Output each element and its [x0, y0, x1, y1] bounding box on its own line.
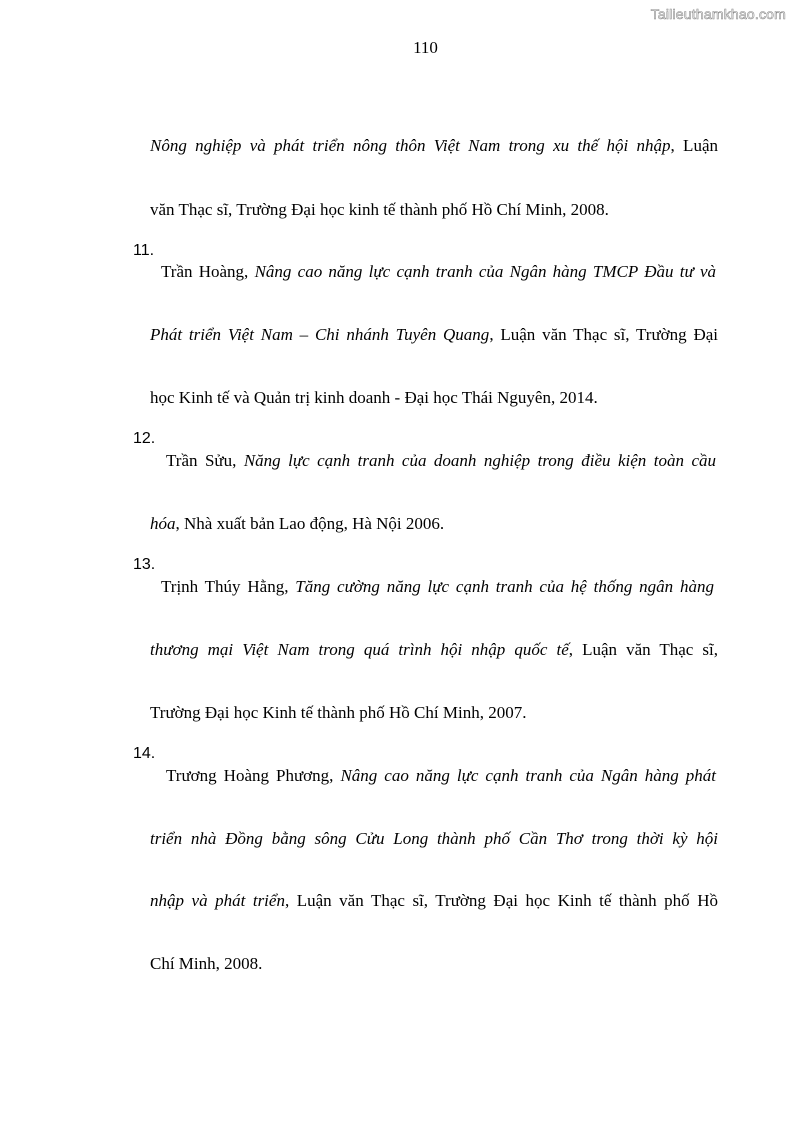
- reference-text: Trường Đại học Kinh tế thành phố Hồ Chí Minh, 2007.: [150, 703, 527, 722]
- reference-line: [166, 451, 716, 471]
- reference-text: , Luận: [670, 136, 718, 155]
- watermark: Tailieuthamkhao.com: [650, 6, 786, 22]
- reference-line: [150, 514, 718, 534]
- reference-line: [166, 766, 716, 786]
- reference-title: triển nhà Đồng bằng sông Cửu Long thành phố Cần Thơ trong thời kỳ hội: [150, 829, 718, 848]
- reference-title: Năng lực cạnh tranh của doanh nghiệp trong điều kiện toàn cầu: [243, 451, 716, 470]
- page-number: 110: [413, 38, 438, 57]
- reference-text: học Kinh tế và Quản trị kinh doanh - Đại học Thái Nguyên, 2014.: [150, 388, 598, 407]
- reference-line: [150, 388, 718, 408]
- reference-author: Trần Hoàng,: [161, 262, 255, 281]
- reference-number: 11.: [133, 242, 155, 259]
- reference-line: [150, 891, 718, 911]
- reference-title: thương mại Việt Nam trong quá trình hội nhập quốc tế: [150, 640, 569, 659]
- reference-number: 12.: [133, 430, 156, 447]
- reference-text: , Luận văn Thạc sĩ, Trường Đại học Kinh tế thành phố Hồ: [284, 891, 718, 910]
- reference-line: [161, 577, 714, 597]
- reference-text: văn Thạc sĩ, Trường Đại học kinh tế thành phố Hồ Chí Minh, 2008.: [150, 200, 609, 219]
- reference-text: , Luận văn Thạc sĩ, Trường Đại: [489, 325, 718, 344]
- reference-author: Trịnh Thúy Hằng,: [161, 577, 296, 596]
- reference-line: [150, 829, 718, 849]
- reference-title: nhập và phát triển: [150, 891, 285, 910]
- reference-title: Nông nghiệp và phát triển nông thôn Việt Nam trong xu thế hội nhập: [150, 136, 671, 155]
- reference-line: [150, 954, 718, 974]
- reference-title: hóa: [150, 514, 176, 533]
- reference-line: [150, 200, 718, 220]
- reference-author: Trần Sửu,: [166, 451, 244, 470]
- reference-number: 14.: [133, 745, 156, 762]
- reference-title: Nâng cao năng lực cạnh tranh của Ngân hàng phát: [340, 766, 716, 785]
- reference-line: [150, 703, 718, 723]
- reference-line: [150, 325, 718, 345]
- reference-title: Nâng cao năng lực cạnh tranh của Ngân hàng TMCP Đầu tư và: [254, 262, 716, 281]
- reference-line: [150, 136, 718, 156]
- reference-text: , Nhà xuất bản Lao động, Hà Nội 2006.: [175, 514, 445, 533]
- reference-text: Chí Minh, 2008.: [150, 954, 263, 973]
- reference-line: [161, 262, 716, 282]
- reference-title: Tăng cường năng lực cạnh tranh của hệ thống ngân hàng: [295, 577, 714, 596]
- reference-text: , Luận văn Thạc sĩ,: [568, 640, 719, 659]
- reference-author: Trương Hoàng Phương,: [166, 766, 341, 785]
- reference-title: Phát triển Việt Nam – Chi nhánh Tuyên Quang: [150, 325, 490, 344]
- reference-line: [150, 640, 718, 660]
- reference-number: 13.: [133, 556, 156, 573]
